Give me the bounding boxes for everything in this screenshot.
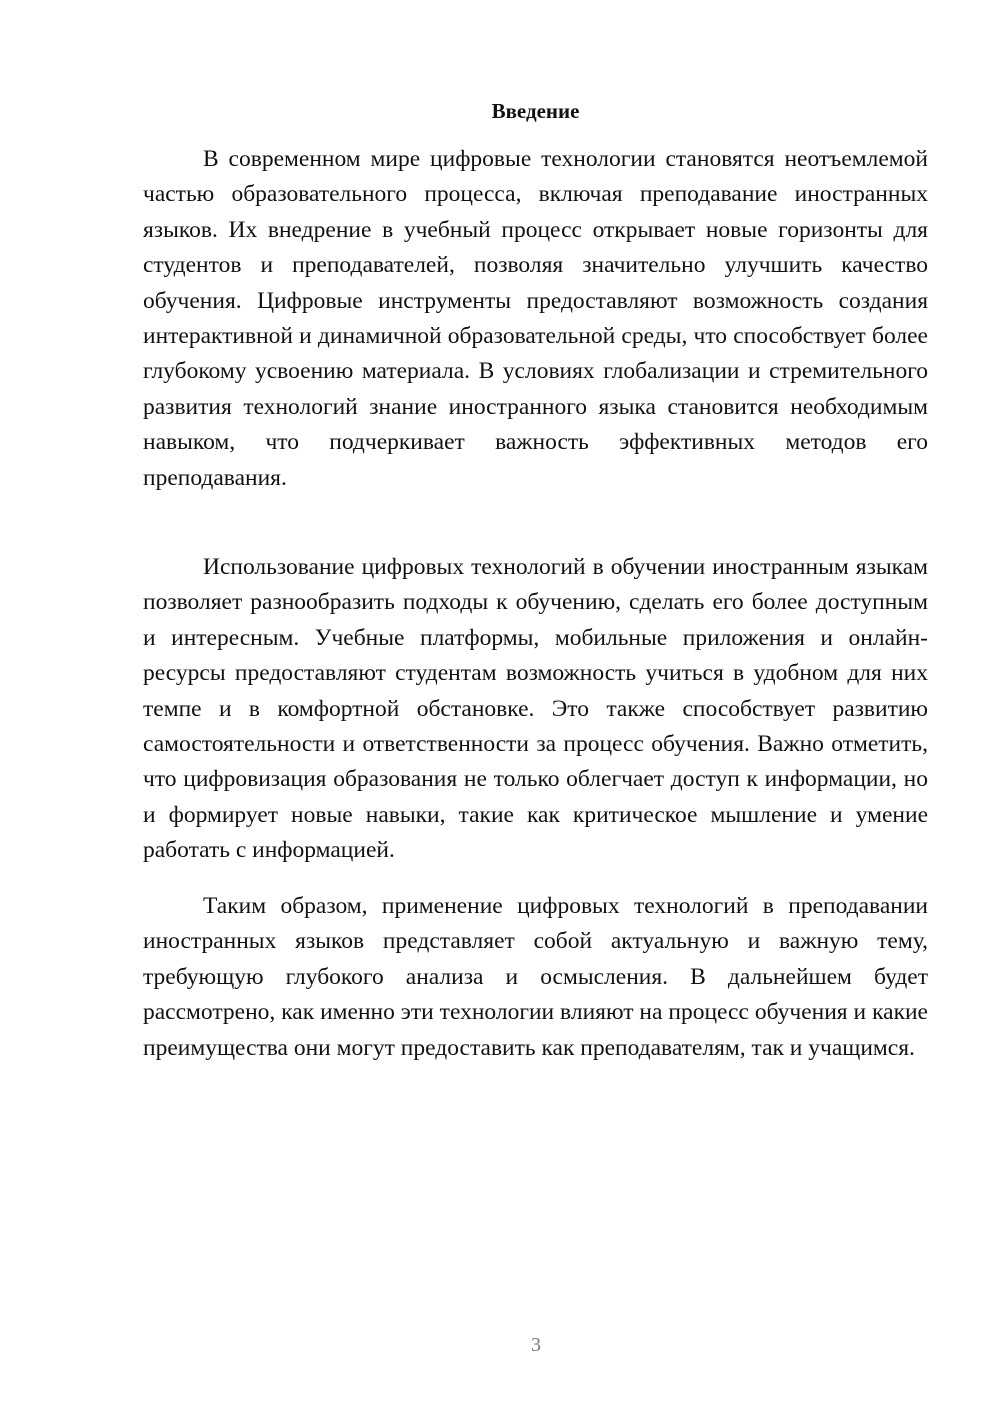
section-heading: Введение <box>491 99 580 123</box>
paragraph-intro: В современном мире цифровые технологии становятся неотъемлемой частью образовательного процесса, включая преподавание иностранных языков. Их внедрение в учебный процесс открывает новые горизонты для студентов и преподавателей, позволяя значительно улучшить качество обучения. Цифровые инструменты предоставляют возможность создания интерактивной и динамичной образовательной среды, что способствует более глубокому усвоению материала. В условиях глобализации и стремительного развития технологий знание иностранного языка становится необходимым навыком, что подчеркивает важность эффективных методов его преподавания. <box>143 146 928 491</box>
paragraph-usage: Использование цифровых технологий в обучении иностранным языкам позволяет разнообразить подходы к обучению, сделать его более доступным и интересным. Учебные платформы, мобильные приложения и онлайн-ресурсы предоставляют студентам возможность учиться в удобном для них темпе и в комфортной обстановке. Это также способствует развитию самостоятельности и ответственности за процесс обучения. Важно отметить, что цифровизация образования не только облегчает доступ к информации, но и формирует новые навыки, такие как критическое мышление и умение работать с информацией. <box>143 554 928 864</box>
paragraph-conclusion: Таким образом, применение цифровых технологий в преподавании иностранных языков представляет собой актуальную и важную тему, требующую глубокого анализа и осмысления. В дальнейшем будет рассмотрено, как именно эти технологии влияют на процесс обучения и какие преимущества они могут предоставить как преподавателям, так и учащимся. <box>143 893 928 1061</box>
page-number: 3 <box>531 1334 541 1356</box>
